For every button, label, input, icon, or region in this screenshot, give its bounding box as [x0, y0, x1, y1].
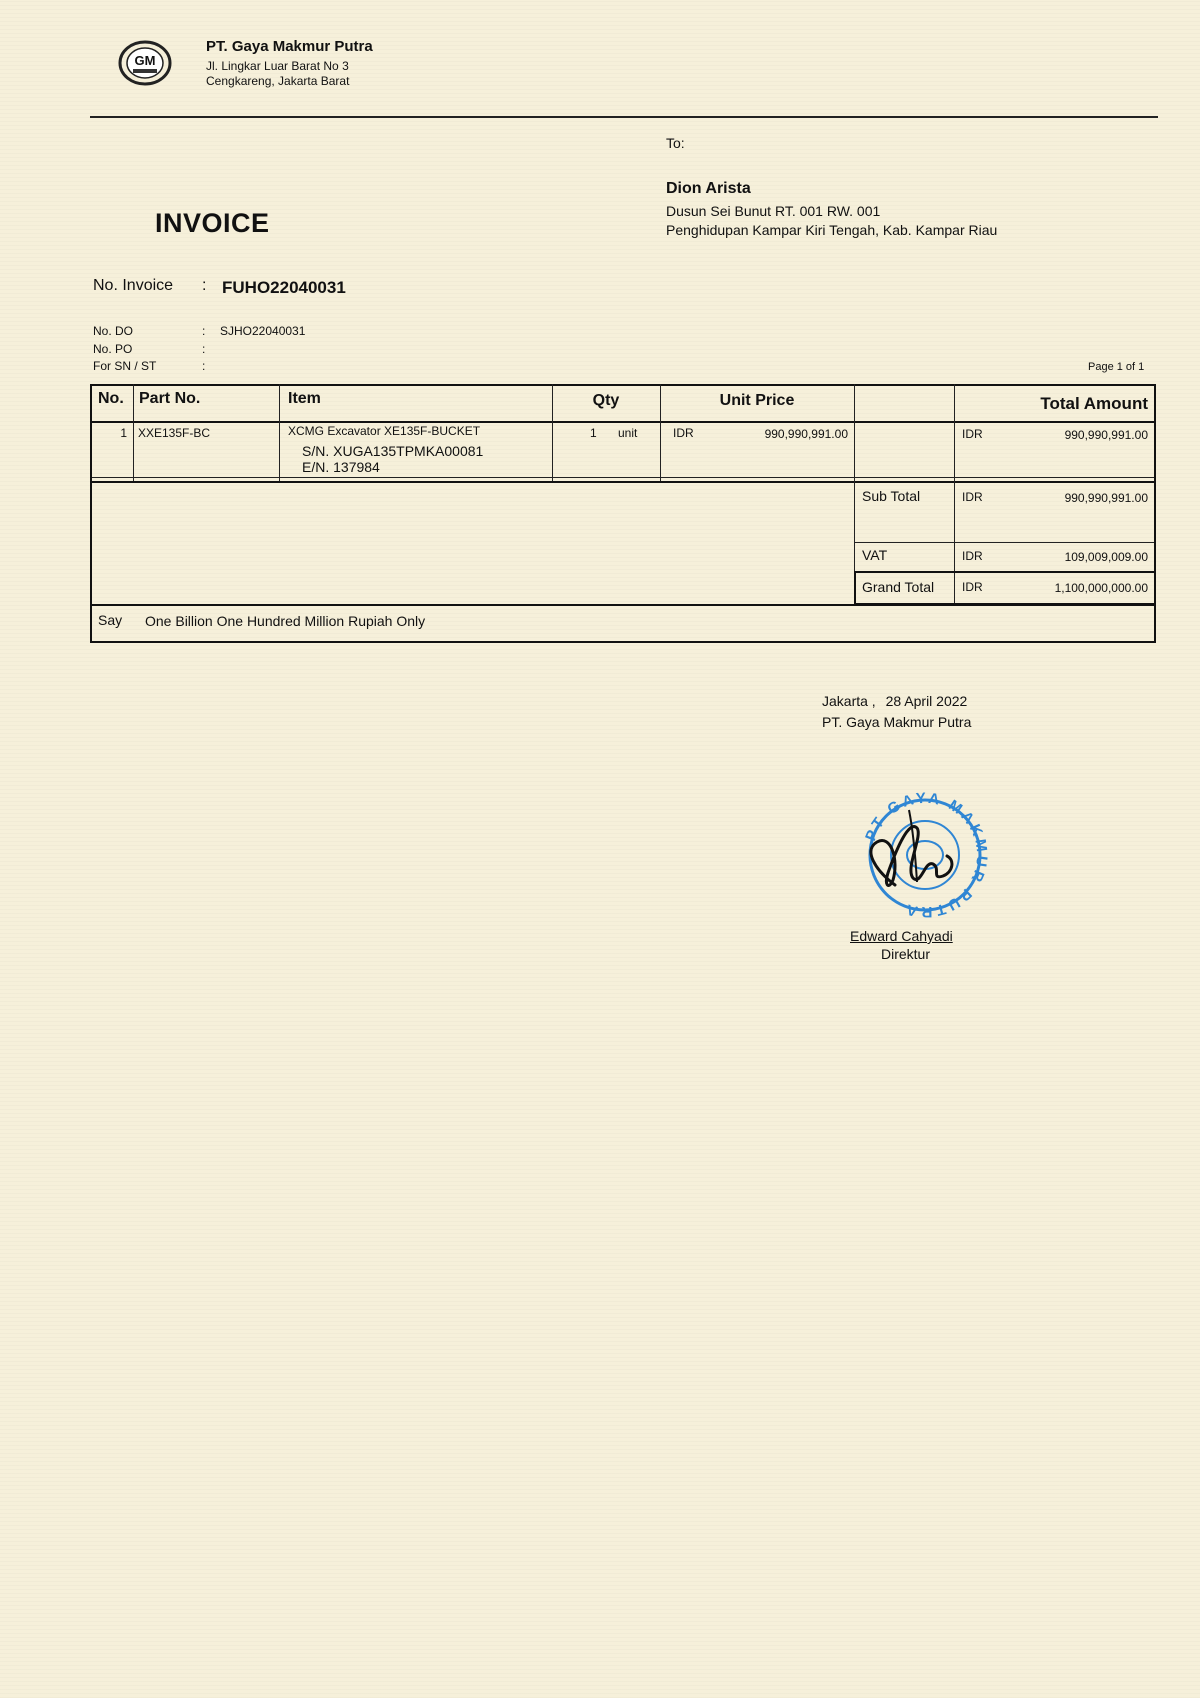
vat-label: VAT [862, 547, 888, 563]
header-total-amount: Total Amount [1040, 394, 1148, 413]
row-part-no: XXE135F-BC [138, 426, 211, 440]
header-item: Item [288, 390, 321, 407]
place: Jakarta , [822, 693, 876, 709]
row-bottom-border [90, 477, 1156, 478]
header-part-no: Part No. [139, 390, 201, 407]
invoice-table [90, 384, 1156, 643]
grand-total-currency: IDR [962, 580, 983, 594]
recipient-name: Dion Arista [666, 180, 751, 197]
company-address [206, 59, 349, 89]
date: 28 April 2022 [885, 693, 968, 709]
signer-title: Direktur [881, 946, 931, 962]
sn-label: For SN / ST [93, 359, 157, 373]
subtotal-currency: IDR [962, 490, 983, 504]
subtotal-label: Sub Total [862, 488, 921, 504]
row-engine-number: E/N. 137984 [302, 459, 380, 475]
do-colon: : [202, 324, 206, 338]
svg-text:PT GAYA MAKMUR PUTRA [862, 790, 990, 920]
table-top-border [90, 384, 1156, 386]
logo-text: GM [134, 53, 156, 68]
summary-top-border [90, 481, 1156, 483]
place-date [822, 693, 967, 709]
col-divider-no [133, 384, 134, 481]
company-logo [118, 40, 172, 86]
subtotal-value: 990,990,991.00 [1064, 491, 1148, 505]
recipient-address-line1: Dusun Sei Bunut RT. 001 RW. 001 [666, 203, 881, 219]
vat-top-border [854, 542, 1156, 543]
page-number: Page 1 of 1 [1088, 361, 1145, 373]
do-label: No. DO [93, 324, 134, 338]
header-unit-price: Unit Price [719, 392, 795, 409]
header-qty: Qty [592, 392, 620, 409]
grand-total-label: Grand Total [862, 579, 935, 595]
vat-currency: IDR [962, 549, 983, 563]
row-unit: unit [618, 426, 638, 440]
invoice-number: FUHO22040031 [222, 278, 346, 297]
row-serial-number: S/N. XUGA135TPMKA00081 [302, 443, 484, 459]
po-label: No. PO [93, 342, 133, 356]
recipient-address [666, 202, 997, 240]
header-bottom-border [90, 421, 1156, 423]
grand-total-value: 1,100,000,000.00 [1054, 581, 1148, 595]
row-qty: 1 [590, 426, 597, 440]
recipient-address-line2: Penghidupan Kampar Kiri Tengah, Kab. Kampar Riau [666, 222, 998, 238]
company-stamp [855, 790, 995, 920]
row-item: XCMG Excavator XE135F-BUCKET [288, 424, 481, 438]
signing-company: PT. Gaya Makmur Putra [822, 714, 972, 730]
col-divider-part [279, 384, 280, 481]
row-total-currency: IDR [962, 427, 983, 441]
invoice-colon: : [202, 277, 207, 294]
do-value: SJHO22040031 [220, 324, 306, 338]
sn-colon: : [202, 359, 206, 373]
header-no: No. [98, 390, 124, 407]
po-colon: : [202, 342, 206, 356]
table-left-border [90, 384, 92, 643]
document-title: INVOICE [155, 208, 270, 238]
row-no: 1 [120, 426, 127, 440]
row-unit-price: 990,990,991.00 [764, 427, 848, 441]
signer-name: Edward Cahyadi [850, 928, 953, 944]
to-label: To: [666, 135, 685, 151]
table-bottom-border [90, 641, 1156, 643]
row-price-currency: IDR [673, 426, 694, 440]
row-total: 990,990,991.00 [1064, 428, 1148, 442]
header-divider [90, 116, 1158, 118]
vat-value: 109,009,009.00 [1064, 550, 1148, 564]
signature-mark [871, 827, 952, 886]
company-address-line1: Jl. Lingkar Luar Barat No 3 [206, 59, 349, 73]
invoice-number-label: No. Invoice [93, 277, 174, 294]
stamp-text: PT GAYA MAKMUR PUTRA [862, 790, 991, 920]
company-address-line2: Cengkareng, Jakarta Barat [206, 74, 350, 88]
say-label: Say [98, 612, 123, 628]
company-name: PT. Gaya Makmur Putra [206, 38, 373, 55]
say-value: One Billion One Hundred Million Rupiah Only [145, 613, 426, 629]
